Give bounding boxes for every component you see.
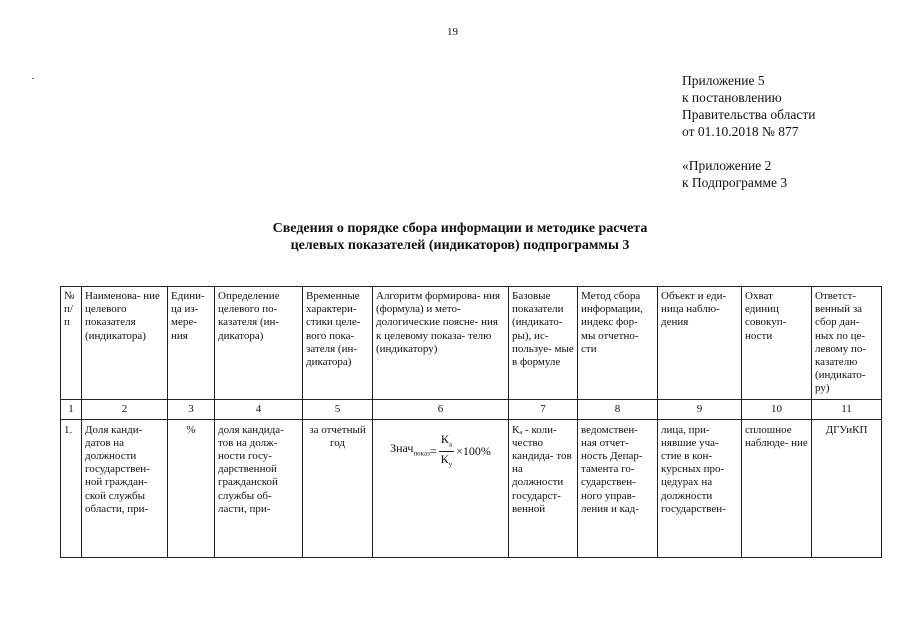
annex-line: от 01.10.2018 № 877 [682,124,799,139]
header-cell: Метод сбора информации, индекс фор- мы отчетно- сти [578,287,658,400]
time-cell: за отчетный год [303,419,373,557]
column-number: 8 [578,399,658,419]
column-number: 5 [303,399,373,419]
header-cell: Определение целевого по- казателя (ин- дикатора) [215,287,303,400]
header-cell: Алгоритм формирова- ния (формула) и мето- дологические поясне- ния к целевому показа- телю (индикатору) [373,287,509,400]
scan-mark [32,78,34,79]
header-cell: Ответст- венный за сбор дан- ных по це- левому по- казателю (индикато- ру) [812,287,882,400]
column-number: 11 [812,399,882,419]
annex-subline: к Подпрограмме 3 [682,175,788,190]
responsible-cell: ДГУиКП [812,419,882,557]
column-number: 6 [373,399,509,419]
formula-equals: = [429,443,437,458]
heading-line: целевых показателей (индикаторов) подпрограммы 3 [290,238,630,253]
object-cell: лица, при- нявшие уча- стие в кон- курсных про- цедурах на должности государствен- [658,419,742,557]
header-cell: Едини- ца из- мере- ния [168,287,215,400]
heading-line: Сведения о порядке сбора информации и методике расчета [272,221,648,236]
indicators-table [60,286,882,558]
formula-denominator: $К_у$ [440,452,453,469]
column-number-row [61,399,882,419]
column-number: 1 [61,399,82,419]
column-number: 7 [509,399,578,419]
header-cell: № п/ п [61,287,82,400]
method-cell: ведомствен- ная отчет- ность Депар- тамента го- сударствен- ного управ- ления и кад- [578,419,658,557]
header-cell: Объект и еди- ница наблю- дения [658,287,742,400]
formula-fraction [439,432,455,472]
header-cell: Базовые показатели (индикато- ры), ис- пользуе- мые в формуле [509,287,578,400]
formula-tail: ×100% [456,443,491,458]
page-number: 19 [447,26,458,38]
annex-line: к постановлению [682,90,782,105]
base-indicators-cell: Кₐ - коли- чество кандида- тов на должности государст- венной [509,419,578,557]
row-number: 1. [61,419,82,557]
annex-line: Приложение 5 [682,73,765,88]
definition-cell: доля кандида- тов на долж- ности госу- дарственной гражданской службы об- ласти, при- [215,419,303,557]
annex-subline: «Приложение 2 [682,158,772,173]
coverage-cell: сплошное наблюде- ние [742,419,812,557]
column-number: 4 [215,399,303,419]
header-row [61,287,882,400]
unit-cell: % [168,419,215,557]
column-number: 10 [742,399,812,419]
header-cell: Наименова- ние целевого показателя (индикатора) [82,287,168,400]
formula-lhs: Знач$_{показ}$ [390,441,430,458]
column-number: 9 [658,399,742,419]
column-number: 2 [82,399,168,419]
column-number: 3 [168,399,215,419]
document-heading [200,220,720,254]
header-cell: Временные характери- стики целе- вого пока- зателя (ин- дикатора) [303,287,373,400]
annex-line: Правительства области [682,107,816,122]
formula-numerator: $К_а$ [439,432,454,452]
annex-block [682,72,815,191]
table-row [61,419,882,557]
formula-cell [373,419,509,557]
header-cell: Охват единиц совокуп- ности [742,287,812,400]
formula [376,432,505,472]
indicator-name: Доля канди- датов на должности государствен- ной граждан- ской службы области, при- [82,419,168,557]
